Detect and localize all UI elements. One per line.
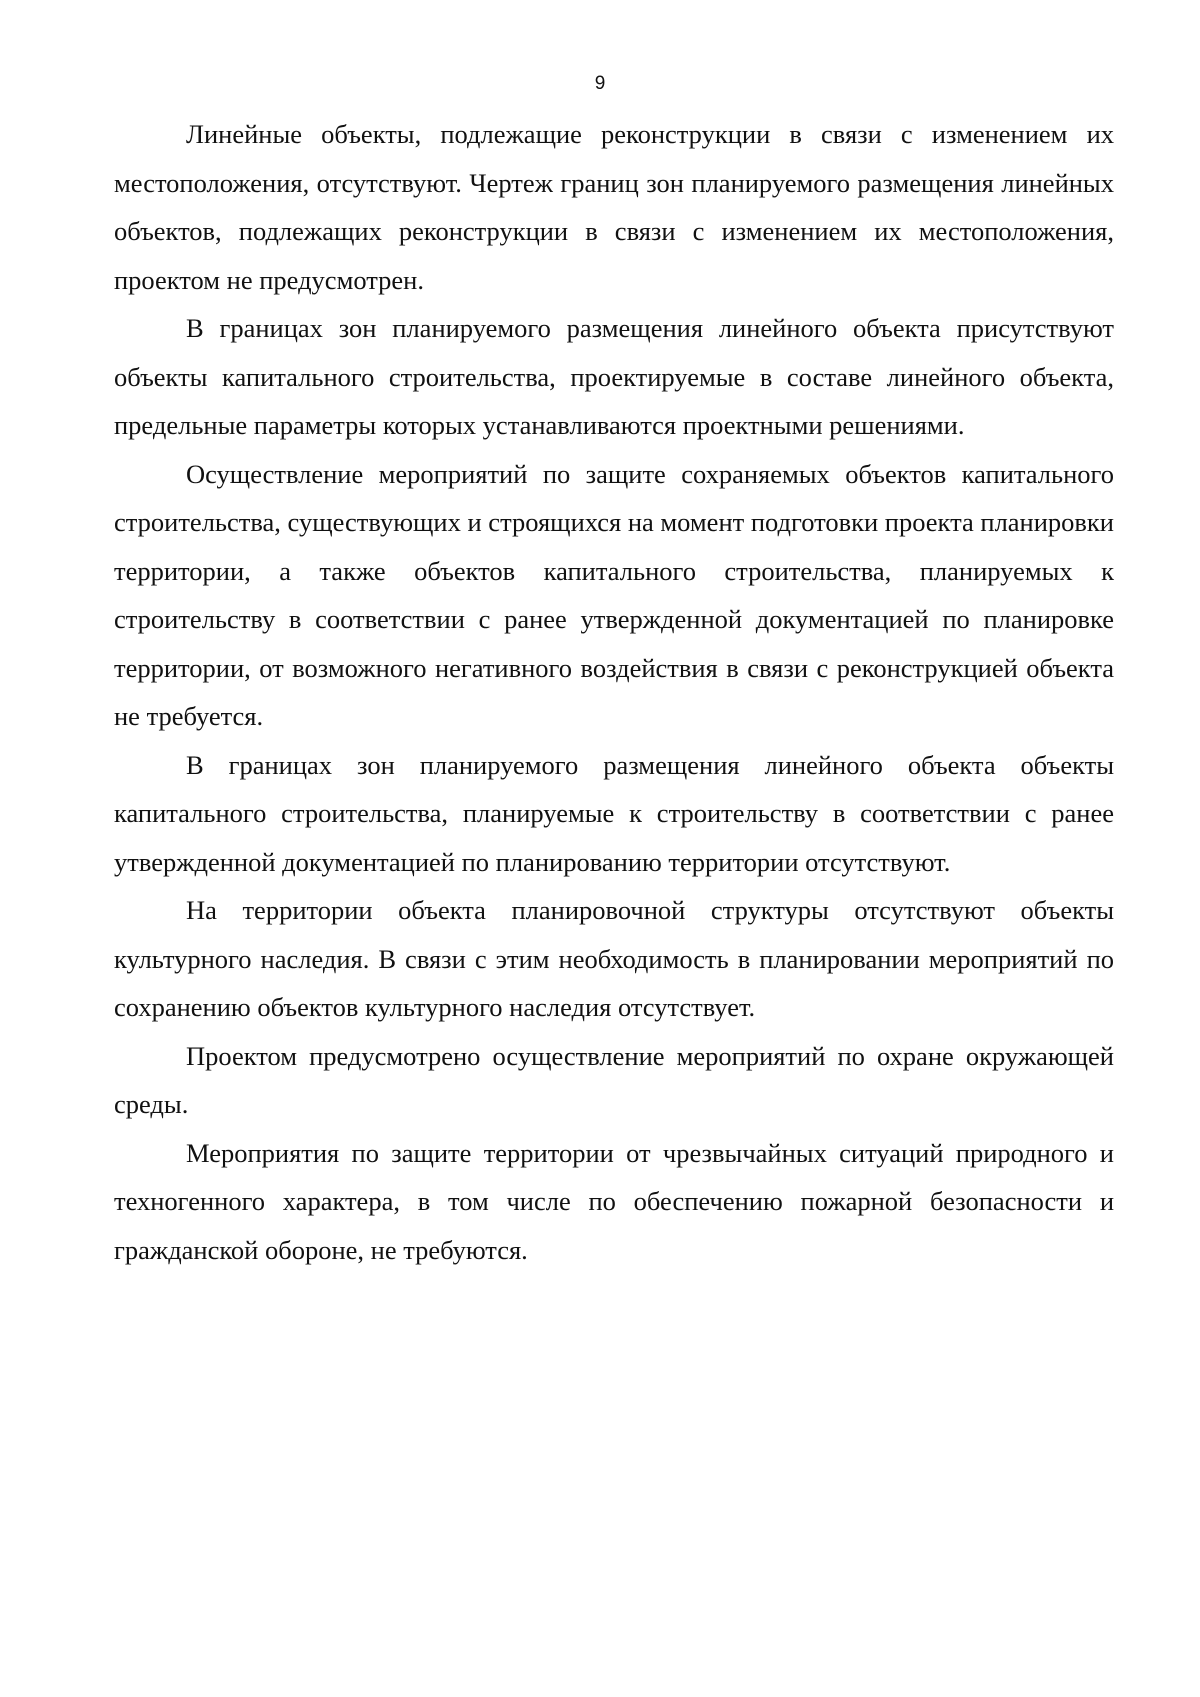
paragraph-capital-construction-present: В границах зон планируемого размещения линейного объекта присутствуют объекты капитального строительства, проектируемые в составе линейного объекта, предельные параметры которых устанавливаются проектными решениями.	[114, 313, 1114, 440]
document-body	[114, 110, 1114, 1274]
paragraph-emergency-measures: Мероприятия по защите территории от чрезвычайных ситуаций природного и техногенного характера, в том числе по обеспечению пожарной безопасности и гражданской обороне, не требуются.	[114, 1137, 1114, 1265]
paragraph-planned-objects-absent: В границах зон планируемого размещения линейного объекта объекты капитального строительства, планируемые к строительству в соответствии с ранее утвержденной документацией по планированию территории отсутствуют.	[114, 749, 1114, 877]
paragraph-linear-objects-reconstruction: Линейные объекты, подлежащие реконструкции в связи с изменением их местоположения, отсутствуют. Чертеж границ зон планируемого размещения линейных объектов, подлежащих реконструкции в связи с изменением их местоположения, проектом не предусмотрен.	[114, 119, 1114, 295]
page-number: 9	[594, 73, 606, 94]
paragraph-protection-measures: Осуществление мероприятий по защите сохраняемых объектов капитального строительства, существующих и строящихся на момент подготовки проекта планировки территории, а также объектов капитального строительства, планируемых к строительству в соответствии с ранее утвержденной документацией по планировке территории, от возможного негативного воздействия в связи с реконструкцией объекта не требуется.	[114, 458, 1114, 731]
paragraph-environment-protection: Проектом предусмотрено осуществление мероприятий по охране окружающей среды.	[114, 1040, 1114, 1119]
paragraph-cultural-heritage: На территории объекта планировочной структуры отсутствуют объекты культурного наследия. В связи с этим необходимость в планировании мероприятий по сохранению объектов культурного наследия отсутствует.	[114, 895, 1114, 1022]
